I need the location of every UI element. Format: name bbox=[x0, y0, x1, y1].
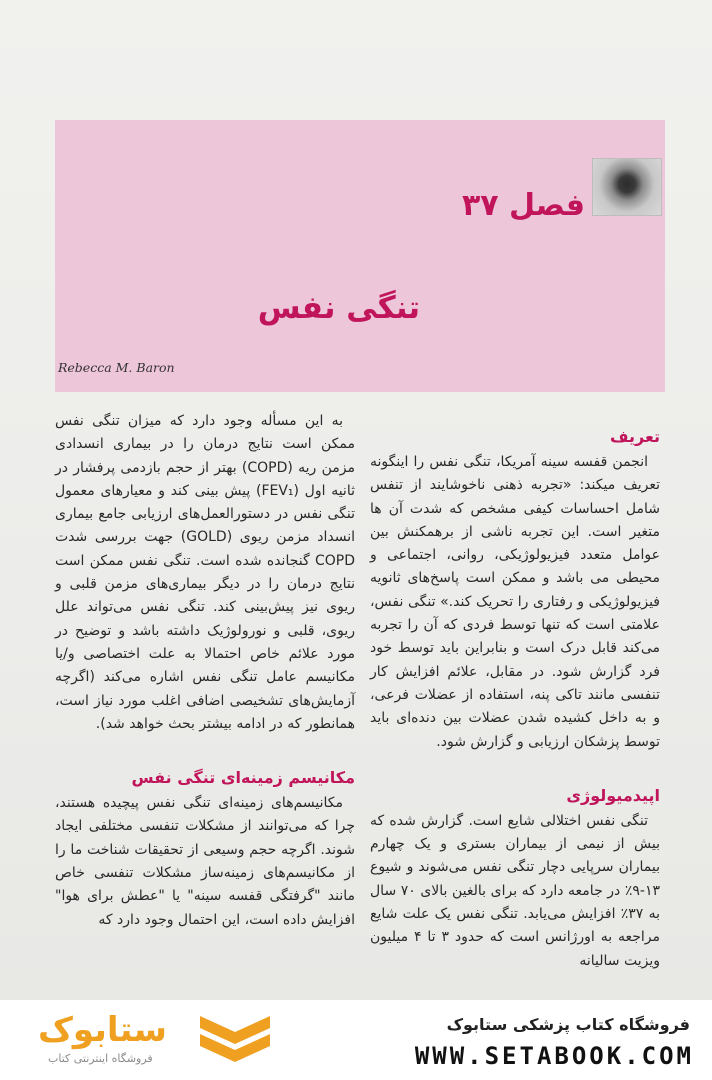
footer-watermark bbox=[0, 1000, 712, 1080]
chapter-title: تنگی نفس bbox=[257, 290, 420, 326]
right-column bbox=[370, 425, 660, 973]
definition-heading: تعریف bbox=[609, 427, 660, 446]
epidemiology-heading: اپیدمیولوژی bbox=[566, 785, 660, 805]
epidemiology-paragraph: تنگی نفس اختلالی شایع است. گزارش شده که بیش از نیمی از بیماران بستری و یک چهارم بیماران سرپایی دچار تنگی نفس می‌شوند و شیوع ۱۳-۹٪ در جامعه دارد که برای بالغین بالای ۷۰ سال به ۳۷٪ افزایش می‌یابد. تنگی نفس یک علت شایع مراجعه به اورژانس است که حدود ۳ تا ۴ میلیون ویزیت سالیانه bbox=[370, 812, 661, 969]
chapter-banner bbox=[55, 120, 665, 392]
intro-paragraph: به این مسأله وجود دارد که میزان تنگی نفس ممکن است نتایج درمان را در بیماری انسدادی مزمن ریه (COPD) بهتر از حجم بازدمی پرفشار در ثانیه اول (FEV₁) پیش بینی کند و معیارهای معمول تنگی نفس در دستورالعمل‌های ارزیابی جامع بیماری انسداد مزمن ریوی (GOLD) جهت بررسی شدت COPD گنجانده شده است. تنگی نفس ممکن است نتایج درمان را در دیگر بیماری‌های مزمن قلبی و ریوی نیز پیش‌بینی کند. تنگی نفس می‌تواند علل ریوی، قلبی و نورولوژیک داشته باشد و توضیح در مورد علائم خاص احتمالا به علت اختصاصی و/یا مکانیسم عامل تنگی نفس اشاره می‌کند (اگرچه آزمایش‌های تشخیصی اضافی اغلب مورد نیاز است، همانطور که در ادامه بیشتر بحث خواهد شد). bbox=[55, 413, 355, 732]
chapter-photo bbox=[592, 158, 662, 216]
author-name: Rebecca M. Baron bbox=[58, 360, 175, 375]
chapter-number: فصل ۳۷ bbox=[461, 188, 585, 223]
mechanism-heading: مکانیسم زمینه‌ای تنگی نفس bbox=[131, 768, 355, 788]
definition-paragraph: انجمن قفسه سینه آمریکا، تنگی نفس را اینگونه تعریف میکند: «تجربه ذهنی ناخوشایند از تنفس شامل احساسات کیفی مشخص که شدت آن ها متغیر است. این تجربه ناشی از برهمکنش بین عوامل متعدد فیزیولوژیکی، روانی، اجتماعی و محیطی می باشد و ممکن است پاسخ‌های ثانویه فیزیولوژیکی و رفتاری را تحریک کند.» تنگی نفس، علامتی است که تنها توسط فردی که آن را تجربه می‌کند قابل درک است و بنابراین باید توسط خود فرد گزارش شود. در مقابل، علائم افزایش کار تنفسی مانند تاکی پنه، استفاده از عضلات فرعی، و به داخل کشیده شدن عضلات بین دنده‌ای باید توسط پزشکان ارزیابی و گزارش شود. bbox=[370, 454, 660, 750]
mechanism-paragraph: مکانیسم‌های زمینه‌ای تنگی نفس پیچیده هستند، چرا که می‌توانند از مشکلات تنفسی مختلفی ایجاد شوند. اگرچه حجم وسیعی از تحقیقات شناخت ما را از مکانیسم‌های زمینه‌ساز مشکلات تنفسی خاص مانند "گرفتگی قفسه سینه" یا "عطش برای هوا" افزایش داده است، این احتمال وجود دارد که bbox=[55, 795, 355, 928]
store-name: فروشگاه کتاب پزشکی ستابوک bbox=[446, 1015, 690, 1034]
setabook-logo-icon bbox=[200, 1016, 270, 1068]
left-column bbox=[55, 410, 355, 932]
logo-text: ستابوک bbox=[38, 1010, 167, 1050]
logo-tagline: فروشگاه اینترنتی کتاب bbox=[48, 1052, 153, 1065]
site-url[interactable]: WWW.SETABOOK.COM bbox=[414, 1042, 694, 1070]
